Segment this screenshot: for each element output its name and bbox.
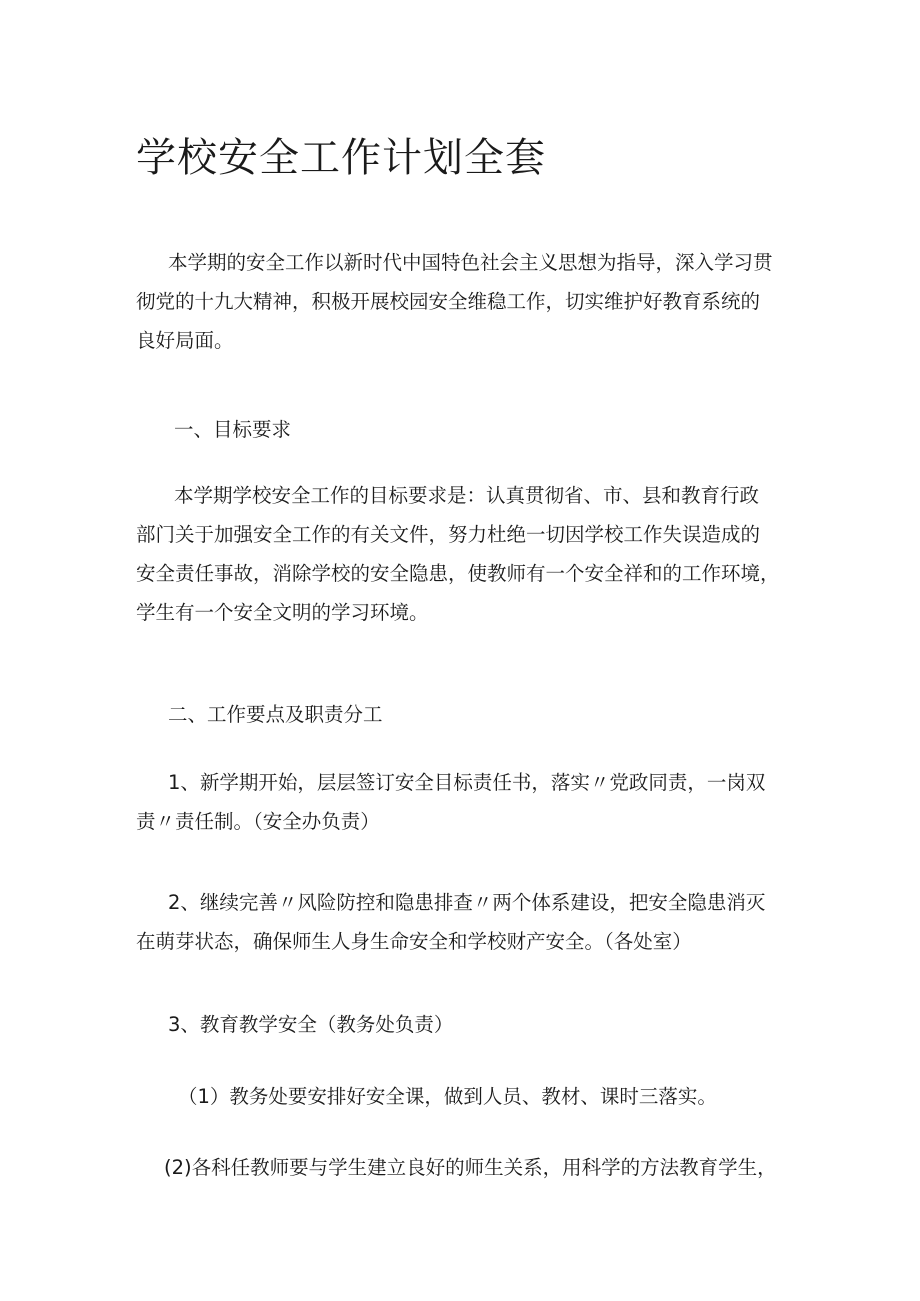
- intro-line: 良好局面。: [136, 329, 234, 352]
- goals-paragraph: [136, 476, 796, 632]
- list-item-line: 2、继续完善〃风险防控和隐患排查〃两个体系建设，把安全隐患消灭: [168, 891, 766, 914]
- intro-paragraph: [136, 243, 796, 360]
- list-subitem-1: （1）教务处要安排好安全课，做到人员、教材、课时三落实。: [178, 1085, 717, 1108]
- goals-line: 部门关于加强安全工作的有关文件，努力杜绝一切因学校工作失误造成的: [136, 523, 761, 546]
- intro-line: 彻党的十九大精神，积极开展校园安全维稳工作，切实维护好教育系统的: [136, 290, 761, 313]
- list-item-line: 1、新学期开始，层层签订安全目标责任书，落实〃党政同责，一岗双: [168, 771, 766, 794]
- document-title: 学校安全工作计划全套: [136, 135, 546, 181]
- goals-line: 安全责任事故，消除学校的安全隐患，使教师有一个安全祥和的工作环境，: [136, 562, 780, 585]
- intro-line: 本学期的安全工作以新时代中国特色社会主义思想为指导，深入学习贯: [168, 251, 773, 274]
- list-item-line: 在萌芽状态，确保师生人身生命安全和学校财产安全。（各处室）: [136, 930, 692, 953]
- list-item-2: [136, 883, 796, 961]
- list-item-line: 责〃责任制。（安全办负责）: [136, 810, 380, 833]
- goals-line: 本学期学校安全工作的目标要求是：认真贯彻省、市、县和教育行政: [174, 484, 760, 507]
- section-heading-tasks: 二、工作要点及职责分工: [168, 703, 383, 726]
- list-item-3: 3、教育教学安全（教务处负责）: [168, 1013, 454, 1036]
- goals-line: 学生有一个安全文明的学习环境。: [136, 601, 429, 624]
- list-item-1: [136, 763, 796, 841]
- list-subitem-2: (2)各科任教师要与学生建立良好的师生关系，用科学的方法教育学生，: [164, 1156, 777, 1179]
- section-heading-goals: 一、目标要求: [174, 418, 292, 441]
